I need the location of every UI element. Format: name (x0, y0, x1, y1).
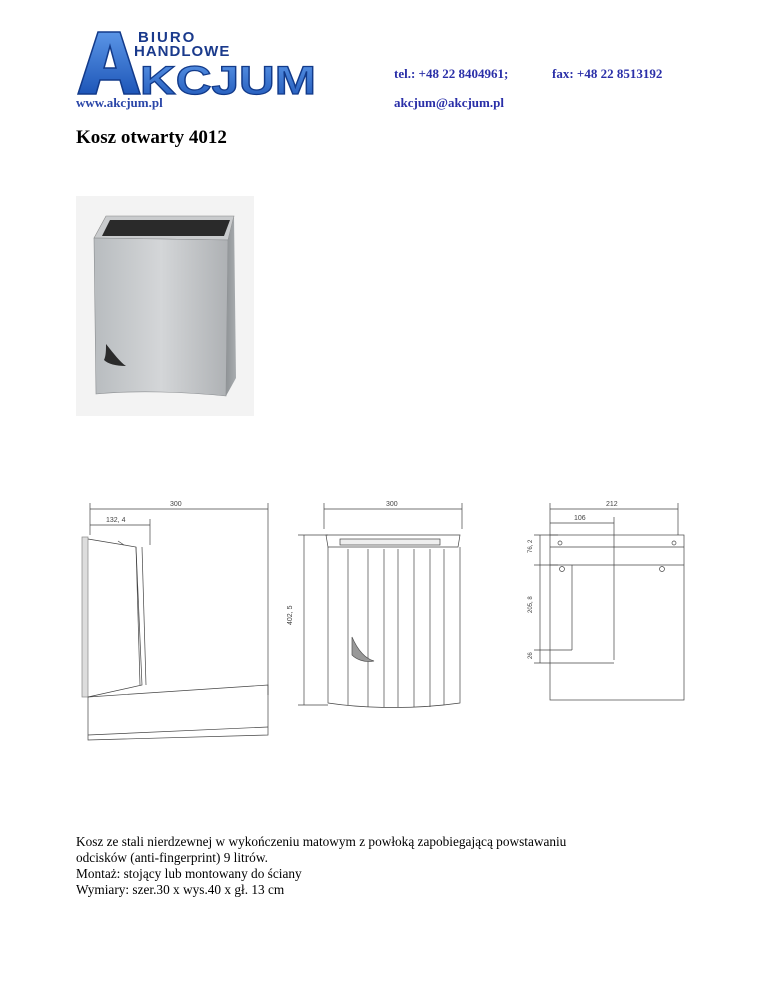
fax-number: fax: +48 22 8513192 (552, 66, 663, 81)
front-width-label: 300 (386, 501, 398, 508)
technical-drawings (78, 495, 694, 750)
logo-top-text: BIURO (138, 29, 197, 46)
side-offset-label: 132, 4 (106, 517, 126, 524)
dimensions-info: Wymiary: szer.30 x wys.40 x gł. 13 cm (76, 882, 285, 897)
back-view-drawing (528, 501, 684, 700)
website-link[interactable]: www.akcjum.pl (76, 95, 163, 110)
product-description (76, 834, 696, 898)
front-height-label: 402, 5 (287, 605, 294, 625)
logo-middle-text: HANDLOWE (134, 43, 231, 60)
page-title: Kosz otwarty 4012 (76, 127, 227, 148)
description-line: Kosz ze stali nierdzewnej w wykończeniu matowym z powłoką zapobiegającą powstawaniu (76, 834, 567, 849)
side-view-drawing (82, 501, 268, 740)
back-width-label: 212 (606, 501, 618, 508)
front-view-drawing (287, 501, 462, 708)
mounting-info: Montaż: stojący lub montowany do ściany (76, 866, 302, 881)
back-half-label: 106 (574, 515, 586, 522)
dim-mid-label: 205, 8 (528, 596, 534, 613)
phone-number: tel.: +48 22 8404961; (394, 66, 509, 81)
svg-text:KCJUM: KCJUM (140, 59, 316, 103)
description-line: odcisków (anti-fingerprint) 9 litrów. (76, 850, 268, 865)
company-logo (76, 28, 326, 103)
side-width-label: 300 (170, 501, 182, 508)
dim-small-label: 26 (528, 652, 534, 659)
email-link[interactable]: akcjum@akcjum.pl (394, 95, 504, 110)
product-photo (76, 196, 254, 416)
dim-top-label: 76, 2 (528, 539, 534, 553)
